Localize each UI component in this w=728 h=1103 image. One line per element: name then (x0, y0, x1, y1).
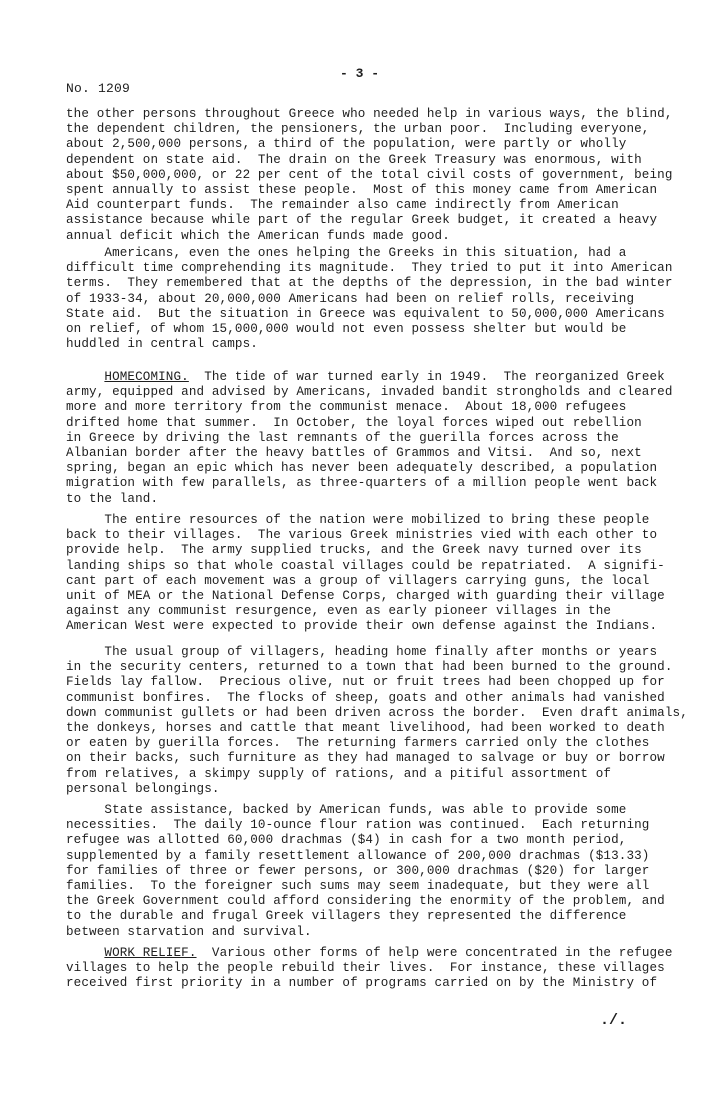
text-fragment: The tide of war turned early in 1949. The reorganized Greek (188, 370, 665, 384)
text-line: annual deficit which the American funds made good. (66, 228, 450, 243)
text-line: Americans, even the ones helping the Greeks in this situation, had a (66, 246, 627, 260)
text-line: American West were expected to provide their own defense against the Indians. (66, 619, 658, 634)
text-line: between starvation and survival. (66, 924, 312, 939)
text-line: the other persons throughout Greece who needed help in various ways, the blind, (66, 107, 673, 121)
text-line: supplemented by a family resettlement allowance of 200,000 drachmas ($13.33) (66, 848, 650, 863)
text-line: from relatives, a skimpy supply of rations, and a pitiful assortment of (66, 766, 612, 781)
text-line: army, equipped and advised by Americans, invaded bandit strongholds and cleared (66, 385, 673, 400)
text-line: Albanian border after the heavy battles of Grammos and Vitsi. And so, next (66, 445, 642, 460)
text-line: back to their villages. The various Greek ministries vied with each other to (66, 528, 658, 543)
text-line: more and more territory from the communist menace. About 18,000 refugees (66, 400, 627, 415)
text-line: migration with few parallels, as three-quarters of a million people went back (66, 476, 658, 491)
text-line: received first priority in a number of programs carried on by the Ministry of (66, 976, 658, 991)
text-line: about $50,000,000, or 22 per cent of the total civil costs of government, being (66, 167, 673, 182)
text-line: about 2,500,000 persons, a third of the population, were partly or wholly (66, 137, 627, 152)
paragraph-aid-recipients (66, 107, 716, 244)
text-line: of 1933-34, about 20,000,000 Americans had been on relief rolls, receiving (66, 291, 635, 306)
text-line: spent annually to assist these people. Most of this money came from American (66, 182, 658, 197)
continuation-mark: ./. (600, 1012, 628, 1029)
text-line (66, 946, 716, 961)
text-line (66, 370, 716, 385)
text-line: the dependent children, the pensioners, the urban poor. Including everyone, (66, 122, 650, 137)
text-line: drifted home that summer. In October, the loyal forces wiped out rebellion (66, 415, 642, 430)
text-line: refugee was allotted 60,000 drachmas ($4) in cash for a two month period, (66, 833, 627, 848)
text-line: huddled in central camps. (66, 337, 258, 352)
text-line: to the durable and frugal Greek villagers they represented the difference (66, 909, 627, 924)
text-line: terms. They remembered that at the depths of the depression, in the bad winter (66, 276, 673, 291)
paragraph-americans-comparison (66, 246, 716, 352)
page-number: - 3 - (340, 66, 380, 81)
text-line: assistance because while part of the regular Greek budget, it created a heavy (66, 213, 658, 228)
paragraph-work-relief (66, 946, 716, 992)
text-line: unit of MEA or the National Defense Corps, charged with guarding their village (66, 588, 665, 603)
section-heading-work-relief: WORK RELIEF. (104, 946, 197, 960)
text-line: State assistance, backed by American funds, was able to provide some (66, 803, 627, 817)
text-line: provide help. The army supplied trucks, and the Greek navy turned over its (66, 543, 642, 558)
text-line: on relief, of whom 15,000,000 would not even possess shelter but would be (66, 321, 627, 336)
paragraph-state-assistance (66, 803, 716, 940)
document-number: No. 1209 (66, 81, 131, 96)
text-line: families. To the foreigner such sums may seem inadequate, but they were all (66, 878, 650, 893)
section-heading-homecoming: HOMECOMING. (104, 370, 189, 384)
text-line: villages to help the people rebuild their lives. For instance, these villages (66, 961, 665, 976)
text-line: down communist gullets or had been driven across the border. Even draft animals, (66, 705, 688, 720)
paragraph-mobilization (66, 513, 716, 635)
text-line: The entire resources of the nation were mobilized to bring these people (66, 513, 650, 527)
text-line: communist bonfires. The flocks of sheep, goats and other animals had vanished (66, 690, 665, 705)
text-line: dependent on state aid. The drain on the Greek Treasury was enormous, with (66, 152, 642, 167)
text-fragment: Various other forms of help were concentrated in the refugee (196, 946, 673, 960)
text-line: for families of three or fewer persons, or 300,000 drachmas ($20) for larger (66, 863, 650, 878)
text-line: necessities. The daily 10-ounce flour ration was continued. Each returning (66, 818, 650, 833)
text-line: landing ships so that whole coastal villages could be repatriated. A signifi- (66, 558, 665, 573)
text-line: or eaten by guerilla forces. The returning farmers carried only the clothes (66, 736, 650, 751)
text-line: in the security centers, returned to a town that had been burned to the ground. (66, 660, 673, 675)
paragraph-returning-villagers (66, 645, 716, 797)
text-line: cant part of each movement was a group of villagers carrying guns, the local (66, 573, 650, 588)
text-line: spring, began an epic which has never been adequately described, a population (66, 461, 658, 476)
text-line: the Greek Government could afford considering the enormity of the problem, and (66, 894, 665, 909)
text-line: Aid counterpart funds. The remainder also came indirectly from American (66, 198, 619, 213)
text-line: on their backs, such furniture as they had managed to salvage or buy or borrow (66, 751, 665, 766)
text-line: The usual group of villagers, heading home finally after months or years (66, 645, 658, 659)
text-line: personal belongings. (66, 781, 220, 796)
text-line: to the land. (66, 491, 159, 506)
text-line: Fields lay fallow. Precious olive, nut or fruit trees had been chopped up for (66, 675, 665, 690)
text-line: in Greece by driving the last remnants of the guerilla forces across the (66, 430, 619, 445)
text-line: against any communist resurgence, even as early pioneer villages in the (66, 604, 612, 619)
text-line: State aid. But the situation in Greece was equivalent to 50,000,000 Americans (66, 306, 665, 321)
paragraph-homecoming (66, 370, 716, 507)
text-line: the donkeys, horses and cattle that meant livelihood, had been worked to death (66, 720, 665, 735)
text-line: difficult time comprehending its magnitude. They tried to put it into American (66, 261, 673, 276)
